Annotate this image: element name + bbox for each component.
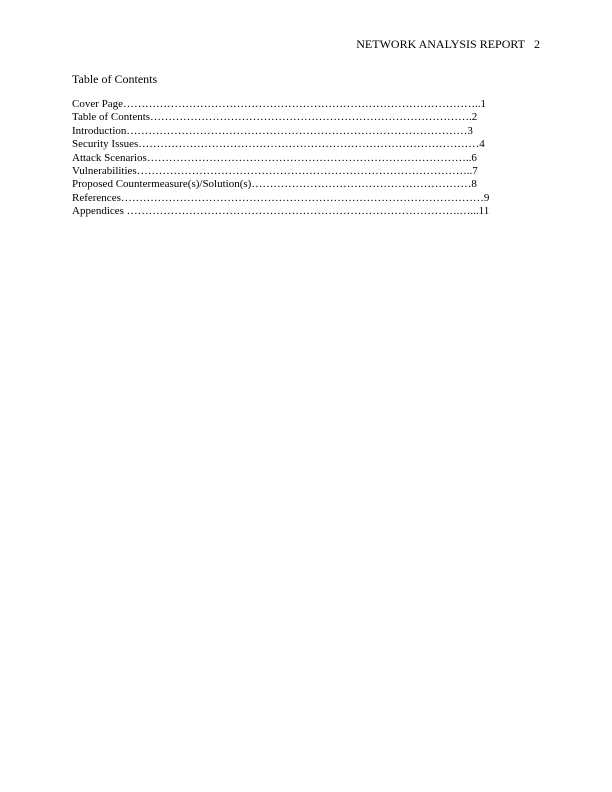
toc-entry-references: References………………………………………………………………………………………9 [72, 191, 490, 204]
page-number: 2 [534, 37, 540, 51]
toc-entry-appendices: Appendices ……………………………………………………………………………….…...11 [72, 205, 490, 218]
toc-entry-introduction: Introduction…………………………………………………………………………………3 [72, 124, 473, 137]
toc-entry-table-of-contents: Table of Contents…………………………………………………………………………….2 [72, 111, 478, 124]
toc-entry-proposed-countermeasures: Proposed Countermeasure(s)/Solution(s)……………………………………………………8 [72, 178, 477, 191]
toc-title: Table of Contents [72, 72, 158, 86]
toc-entry-security-issues: Security Issues…………………………………………………………………………………4 [72, 138, 485, 151]
toc-list [72, 98, 532, 219]
running-title: NETWORK ANALYSIS REPORT [356, 37, 525, 51]
toc-entry-cover-page: Cover Page……………………………………………………………………………………..1 [72, 98, 487, 110]
toc-entry-vulnerabilities: Vulnerabilities………………………………………………………………………………..7 [72, 165, 478, 178]
toc-entry-attack-scenarios: Attack Scenarios……………………………………………………………………………..6 [72, 151, 477, 164]
running-header [356, 37, 540, 51]
